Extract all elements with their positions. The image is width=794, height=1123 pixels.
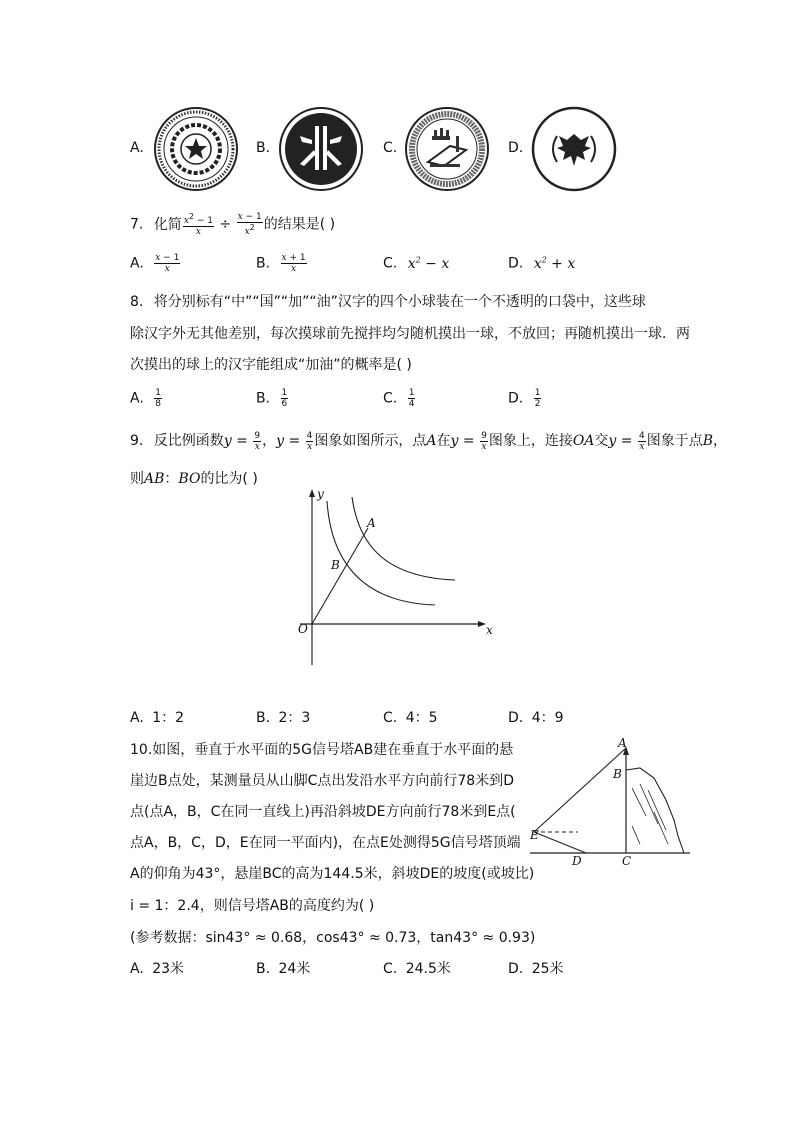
q7-option-a-value: $\frac{x - 1}{x}$ bbox=[155, 253, 180, 274]
q9-option-d-value: 4：9 bbox=[531, 710, 564, 726]
q8-option-c-den: 4 bbox=[408, 399, 415, 409]
q8-option-b[interactable] bbox=[256, 388, 289, 409]
q10-stem-line-6: i = 1：2.4，则信号塔AB的高度约为( ) bbox=[130, 898, 375, 914]
q7-option-c-value: $x^2 - x$ bbox=[407, 255, 450, 272]
q7-option-b-value: $\frac{x + 1}{x}$ bbox=[281, 253, 306, 274]
q9-option-b-value: 2：3 bbox=[278, 710, 311, 726]
q8-option-a-num: 1 bbox=[155, 388, 161, 398]
graph-label-x: x bbox=[486, 623, 493, 637]
q8-option-d-label: D. bbox=[508, 390, 524, 407]
q7-fraction-1: $\frac{x^2 - 1}{x}$ bbox=[183, 212, 213, 237]
q9-option-c-value: 4：5 bbox=[405, 710, 438, 726]
q8-stem-line-2: 除汉字外无其他差别，每次摸球前先搅拌均匀随机摸出一球，不放回；再随机摸出一球．两 bbox=[130, 326, 690, 342]
q8-option-a[interactable] bbox=[130, 388, 163, 409]
q8-option-a-label: A. bbox=[130, 390, 144, 407]
q8-option-c-value bbox=[408, 388, 416, 409]
q9-text-2: 图象如图所示，点 bbox=[314, 433, 427, 449]
q8-line-1: 将分别标有“中”“国”“加”“油”汉字的四个小球装在一个不透明的口袋中，这些球 bbox=[153, 294, 646, 310]
q8-stem-line-1 bbox=[130, 291, 646, 311]
q7-option-c-label: C. bbox=[383, 255, 398, 272]
q9-text-1: 反比例函数 bbox=[153, 433, 224, 449]
q9-option-a[interactable] bbox=[130, 707, 184, 727]
q7-stem: 7. 化简 $\frac{x^2 - 1}{x}$ ÷ $\frac{x - 1}{x^2}$ 的结果是( ) bbox=[130, 212, 336, 237]
q10-option-c[interactable] bbox=[383, 958, 451, 978]
q6-option-a-label[interactable]: A. bbox=[130, 140, 144, 156]
q6-option-d-label[interactable]: D. bbox=[508, 140, 524, 156]
q10-option-b-label: B. bbox=[256, 961, 271, 977]
q7-option-d-value: $x^2 + x$ bbox=[533, 255, 576, 272]
q9-option-b[interactable] bbox=[256, 707, 310, 727]
q7-option-d-label: D. bbox=[508, 255, 524, 272]
q10-option-b-value: 24米 bbox=[278, 961, 311, 977]
q10-line-1: 如图，垂直于水平面的5G信号塔AB建在垂直于水平面的悬 bbox=[152, 742, 514, 758]
logo-d-icon bbox=[531, 106, 617, 196]
figure-label-c: C bbox=[622, 854, 632, 868]
q8-option-a-den: 8 bbox=[155, 399, 161, 409]
q8-option-b-label: B. bbox=[256, 390, 271, 407]
q9-stem-line-2: 则AB：BO的比为( ) bbox=[130, 471, 258, 487]
logo-c-icon bbox=[404, 106, 490, 196]
q9-option-c-label: C. bbox=[383, 710, 398, 726]
q8-option-b-num: 1 bbox=[281, 388, 288, 398]
q8-option-d-value bbox=[534, 388, 542, 409]
q9-option-c[interactable] bbox=[383, 707, 438, 727]
q10-reference-data: (参考数据：sin43° ≈ 0.68，cos43° ≈ 0.73，tan43° ≈ 0.93) bbox=[130, 930, 536, 946]
q7-option-b[interactable] bbox=[256, 253, 308, 274]
q10-option-c-value: 24.5米 bbox=[405, 961, 451, 977]
q9-option-d-label: D. bbox=[508, 710, 524, 726]
q8-option-c[interactable] bbox=[383, 388, 416, 409]
figure-label-b: B bbox=[613, 767, 622, 781]
q10-option-d-label: D. bbox=[508, 961, 524, 977]
figure-label-a: A bbox=[618, 736, 627, 750]
q10-stem-line-1 bbox=[130, 739, 513, 759]
q10-figure bbox=[528, 736, 693, 876]
q10-stem-line-2: 崖边B点处，某测量员从山脚C点出发沿水平方向前行78米到D bbox=[130, 773, 514, 789]
q10-stem-line-4: 点A，B，C，D，E在同一平面内)，在点E处测得5G信号塔顶端 bbox=[130, 835, 521, 851]
q9-text-5: 交 bbox=[594, 433, 609, 449]
q7-option-a[interactable] bbox=[130, 253, 181, 274]
q9-option-a-value: 1：2 bbox=[152, 710, 185, 726]
q10-option-a[interactable] bbox=[130, 958, 184, 978]
q9-option-a-label: A. bbox=[130, 710, 144, 726]
q8-option-b-den: 6 bbox=[281, 399, 288, 409]
q8-option-d-den: 2 bbox=[534, 399, 541, 409]
q8-option-d-num: 1 bbox=[534, 388, 541, 398]
graph-label-y: y bbox=[317, 487, 324, 501]
q7-fraction-2: $\frac{x - 1}{x^2}$ bbox=[237, 212, 262, 237]
logo-a-icon bbox=[153, 106, 239, 196]
q9-text-4: 图象上，连接 bbox=[488, 433, 573, 449]
q7-option-b-label: B. bbox=[256, 255, 271, 272]
q10-option-a-value: 23米 bbox=[152, 961, 185, 977]
q7-option-d[interactable] bbox=[508, 255, 575, 272]
q7-suffix: 的结果是( ) bbox=[263, 216, 336, 233]
q9-line2-prefix: 则 bbox=[130, 471, 144, 487]
q9-number: 9. bbox=[130, 433, 144, 449]
figure-label-d: D bbox=[572, 854, 582, 868]
q10-stem-line-3: 点(点A，B，C在同一直线上)再沿斜坡DE方向前行78米到E点( bbox=[130, 804, 516, 820]
q9-option-d[interactable] bbox=[508, 707, 564, 727]
q10-option-d-value: 25米 bbox=[531, 961, 564, 977]
q9-text-6: 图象于点 bbox=[646, 433, 703, 449]
graph-label-b: B bbox=[331, 558, 340, 572]
q8-option-b-value bbox=[281, 388, 289, 409]
q9-stem-line-1: 9. 反比例函数y = $\frac{9}{x}$ ，y = $\frac{4}{x}$ 图象如图所示，点A在y = $\frac{9}{x}$ 图象上，连接OA交y = $\frac{4}{x}$ 图象于点B， bbox=[130, 430, 728, 452]
q8-option-c-label: C. bbox=[383, 390, 398, 407]
q9-graph bbox=[290, 485, 510, 674]
q8-number: 8. bbox=[130, 294, 144, 310]
q9-text-3: 在 bbox=[436, 433, 451, 449]
q10-option-c-label: C. bbox=[383, 961, 398, 977]
q7-option-a-label: A. bbox=[130, 255, 144, 272]
q9-line2-text: 的比为( ) bbox=[200, 471, 258, 487]
q10-option-a-label: A. bbox=[130, 961, 144, 977]
q10-stem-line-5: A的仰角为43°，悬崖BC的高为144.5米，斜坡DE的坡度(或坡比) bbox=[130, 866, 535, 882]
q7-option-c[interactable] bbox=[383, 255, 449, 272]
q8-option-d[interactable] bbox=[508, 388, 542, 409]
graph-label-o: O bbox=[298, 622, 308, 636]
figure-label-e: E bbox=[530, 828, 539, 842]
q10-option-b[interactable] bbox=[256, 958, 310, 978]
q8-stem-line-3: 次摸出的球上的汉字能组成“加油”的概率是( ) bbox=[130, 357, 412, 373]
q10-option-d[interactable] bbox=[508, 958, 564, 978]
q7-number: 7. bbox=[130, 216, 144, 233]
q8-option-a-value bbox=[154, 388, 162, 409]
q8-option-c-num: 1 bbox=[408, 388, 415, 398]
q6-option-c-label[interactable]: C. bbox=[383, 140, 398, 156]
q6-option-b-label[interactable]: B. bbox=[256, 140, 271, 156]
q9-option-b-label: B. bbox=[256, 710, 271, 726]
graph-label-a: A bbox=[367, 516, 376, 530]
logo-b-icon bbox=[278, 106, 364, 196]
q7-prefix: 化简 bbox=[153, 216, 182, 233]
q10-number: 10. bbox=[130, 742, 153, 758]
